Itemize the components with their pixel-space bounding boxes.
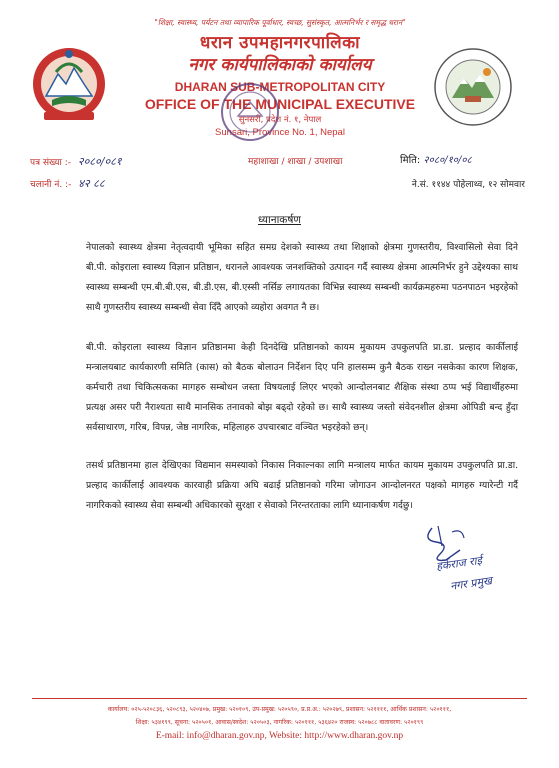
footer-phone-line-1: कार्यालय: ०२५-५२०८३६, ५२०८९३, ५२०४०७, प्रमुख: ५२०१०९, उप-प्रमुख: ५२०५९०, प्र.प्र.अ.: ५२०२७९, प्रशासन: ५२११११, आर्थिक प्रशासन: ५२०१११, — [107, 706, 452, 713]
letter-paragraph-3: तसर्थ प्रतिष्ठानमा हाल देखिएका विद्यमान समस्याको निकास निकाल्नका लागि मन्त्रालय मार्फत कायम मुकायम उपकुलपति प्रा.डा. प्रल्हाद कार्कीलाई आवश्यक कारवाही प्रक्रिया अघि बढाई प्रतिष्ठानको गरिमा जोगाउन आन्दोलनरत पक्षको मागहरु ग्यारेन्टी गर्दै नागरिकको स्वास्थ्य सेवा सम्बन्धी अधिकारको सुरक्षा र सेवाको निरन्तरताका लागि ध्यानाकर्षण गर्दछु। — [86, 460, 518, 511]
letter-paragraph-1: नेपालको स्वास्थ्य क्षेत्रमा नेतृत्वदायी भूमिका सहित समग्र देशको स्वास्थ्य तथा शिक्षाको क्षेत्रमा गुणस्तरीय, विश्वासिलो सेवा दिने बी.पी. कोइराला स्वास्थ्य विज्ञान प्रतिष्ठान, धरानले आवश्यक जनशक्तिको उत्पादन गर्दै स्वास्थ्य क्षेत्रमा आत्मनिर्भर हुने उद्देश्यका साथ स्वास्थ्य सम्बन्धी एम.बी.बी.एस, बी.डी.एस, बी.एस्सी नर्सिङ लगायतका विभिन्न स्वास्थ्य सम्बन्धी कार्यक्रमहरुमा पठनपाठन भइरहेको साथै गुणस्तरीय स्वास्थ्य सम्बन्धी सेवा दिँदै आएको व्यहोरा अवगत नै छ। — [86, 242, 518, 313]
date-label: मिति: — [400, 155, 421, 166]
dispatch-number-value: ४२ ८८ — [78, 177, 105, 190]
letterhead-motto: "शिक्षा, स्वास्थ्य, पर्यटन तथा व्यापारिक पूर्वाधार, स्वच्छ, सुसंस्कृत, आत्मनिर्भर र समृद्ध धरान" — [154, 18, 406, 27]
footer-divider — [32, 698, 527, 699]
city-seal-icon — [432, 46, 514, 128]
letter-heading: ध्यानाकर्षण — [257, 214, 302, 226]
nepal-sambat-date: ने.सं. ११४४ पोहेलाथ्व, १२ सोमवार — [411, 180, 525, 190]
address-nepali: सुनसरी, प्रदेश नं. १, नेपाल — [238, 115, 322, 125]
date-field — [400, 152, 472, 166]
signatory-title: नगर प्रमुख — [449, 574, 493, 593]
date-value: २०८०/१०/०८ — [423, 155, 472, 166]
dispatch-number-label: चलानी नं. :- — [30, 180, 72, 190]
letter-number-label: पत्र संख्या :- — [30, 158, 71, 168]
footer-contact: E-mail: info@dharan.gov.np, Website: http://www.dharan.gov.np — [155, 731, 404, 741]
address-english: Sunsari, Province No. 1, Nepal — [215, 127, 345, 138]
org-name-english: DHARAN SUB-METROPOLITAN CITY — [174, 80, 386, 94]
letter-number-value: २०८०/०८१ — [77, 155, 122, 168]
office-name-nepali: नगर कार्यपालिकाको कार्यालय — [188, 55, 372, 75]
signatory-name: हर्कराज राई — [435, 553, 483, 574]
nepal-emblem-icon — [30, 44, 108, 126]
footer-phone-line-2: शिक्षा: ५३४१९९, सूचना: ५२०५०१, आवास/स्वदेश: ५२०५०३, नागरिक: ५२०१११, ५३६४२० राजस्व: ५२०७८८ वातावरण: ५२०१९९ — [135, 719, 424, 726]
office-name-english: OFFICE OF THE MUNICIPAL EXECUTIVE — [144, 96, 416, 112]
branch-label: महाशाखा / शाखा / उपशाखा — [248, 157, 343, 167]
office-stamp-icon — [218, 80, 282, 144]
org-name-nepali: धरान उपमहानगरपालिका — [199, 33, 361, 53]
letter-paragraph-2: बी.पी. कोइराला स्वास्थ्य विज्ञान प्रतिष्ठानमा केही दिनदेखि प्रतिष्ठानको कायम मुकायम उपकुलपति प्रा.डा. प्रल्हाद कार्कीलाई मन्त्रालयबाट कार्यकारणी समिति (कास) को बैठक बोलाउन निर्देशन दिए पनि हालसम्म कुनै बैठक राख्न नसकेका कारण शिक्षक, कर्मचारी तथा चिकित्सकका मागहरु सम्बोधन जस्ता विषयलाई लिएर भएको आन्दोलनबाट शैक्षिक संस्था ठप्प भई विद्यार्थीहरुमा प्रत्यक्ष असर परी नैराश्यता साथै मानसिक तनावको बोझ बढ्दो रहेको छ। साथै स्वास्थ्य जस्तो संवेदनशील क्षेत्रमा ओपिडी बन्द हुँदा सर्वसाधारण, गरिब, विपन्न, जेष्ठ नागरिक, महिलाहरु उपचारबाट वञ्चित भइरहेको छन्। — [86, 342, 518, 433]
